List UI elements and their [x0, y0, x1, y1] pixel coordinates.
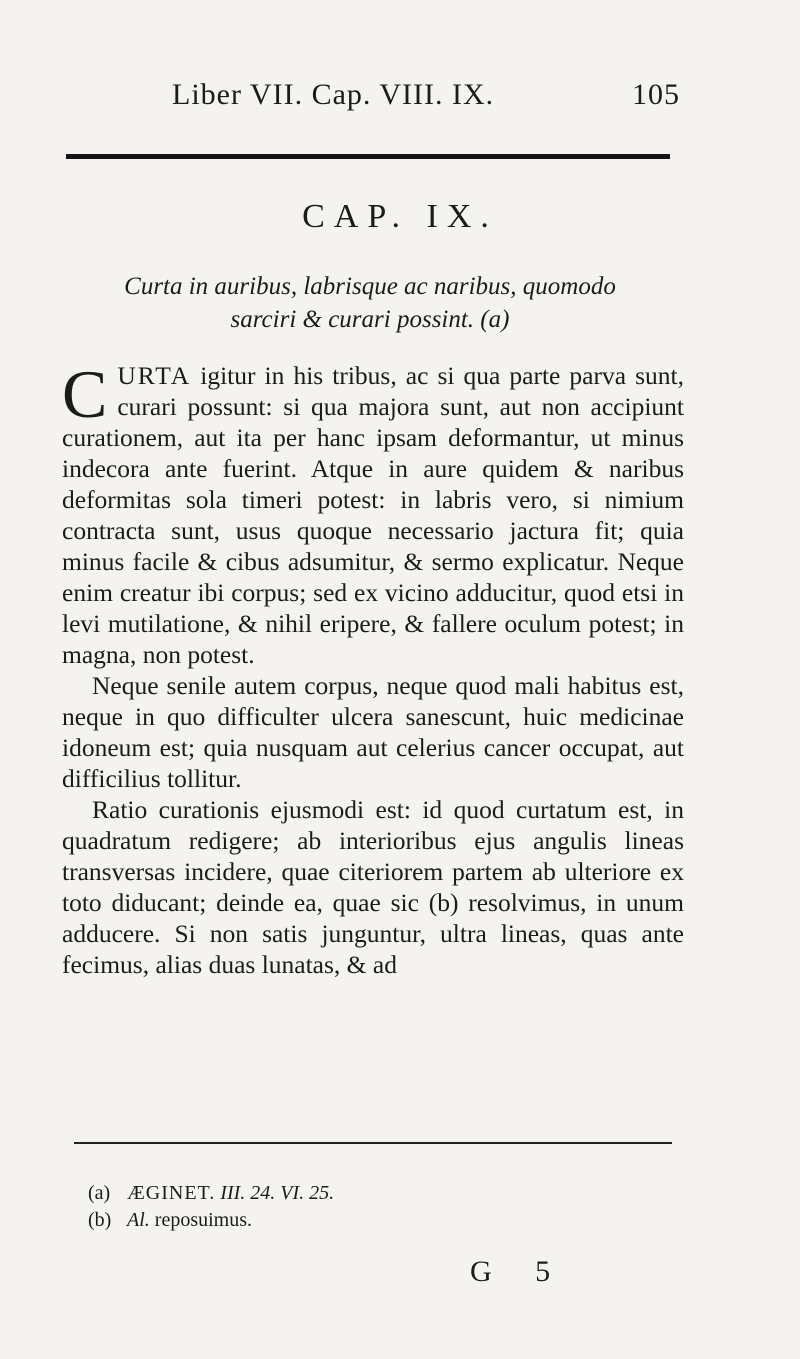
footnote-a: [88, 1180, 648, 1207]
footnotes: [88, 1180, 648, 1234]
footnote-mark: (a): [88, 1182, 111, 1204]
drop-cap: C: [62, 356, 108, 432]
first-word: URTA: [117, 361, 192, 390]
paragraph-1: [62, 356, 684, 670]
paragraph-3: Ratio curationis ejusmodi est: id quod curtatum est, in quadratum redigere; ab interioribus ejus angulis lineas transversas incidere, quae citeriorem partem ab ulteriore ex toto diducant; deinde ea, quae sic (b) resolvimus, in unum adducere. Si non satis junguntur, ultra lineas, quas ante fecimus, alias duas lunatas, & ad: [62, 795, 684, 979]
running-title: Liber VII. Cap. VIII. IX.: [172, 78, 495, 111]
paragraph-1-text: igitur in his tribus, ac si qua parte parva sunt, curari possunt: si qua majora sunt, aut non accipiunt curationem, aut ita per hanc ipsam deformantur, ut minus indecora ante fuerint. Atque in aure quidem & naribus deformitas sola timeri potest: in labris vero, si nimium contracta sunt, usus quoque necessario jactura fit; quia minus facile & cibus adsumitur, & sermo explicatur. Neque enim creatur ibi corpus; sed ex vicino adducitur, quod etsi in levi mutilatione, & nihil eripere, & fallere oculum potest; in magna, non potest.: [62, 361, 684, 669]
chapter-heading: CAP. IX.: [302, 198, 498, 235]
body-text: [62, 356, 684, 980]
footnote-reference: III. 24. VI. 25.: [220, 1182, 335, 1204]
signature-mark: G 5: [470, 1255, 569, 1288]
footnote-b: [88, 1207, 648, 1234]
footnote-author: ÆGINET.: [127, 1182, 216, 1204]
header-rule: [66, 154, 670, 159]
footnote-rule: [74, 1142, 672, 1144]
subtitle-line-2: sarciri & curari possint. (a): [230, 306, 510, 333]
page-number: 105: [632, 78, 680, 111]
page-header: [60, 78, 680, 118]
footnote-author: Al.: [127, 1209, 150, 1231]
paragraph-2: Neque senile autem corpus, neque quod mali habitus est, neque in quo difficulter ulcera sanescunt, huic medicinae idoneum est; quia nusquam aut celerius cancer occupat, aut difficilius tollitur.: [62, 671, 684, 793]
footnote-mark: (b): [88, 1209, 112, 1231]
subtitle-line-1: Curta in auribus, labrisque ac naribus, quomodo: [124, 273, 616, 300]
chapter-subtitle: [60, 270, 680, 336]
footnote-reference: reposuimus.: [154, 1209, 252, 1231]
